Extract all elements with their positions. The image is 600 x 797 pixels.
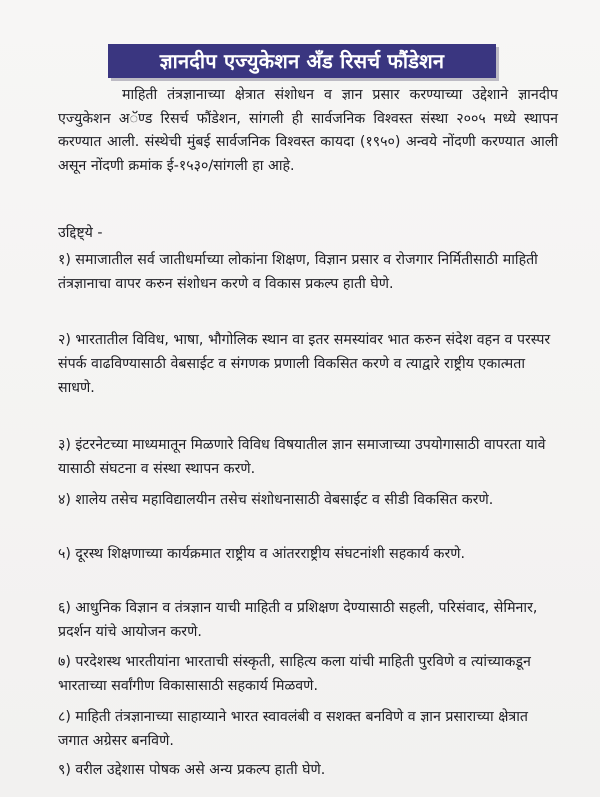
objective-item-9: ९) वरील उद्देशास पोषक असे अन्य प्रकल्प हाती घेणे. (58, 762, 326, 778)
objective-item-3: ३) इंटरनेटच्या माध्यमातून मिळणारे विविध विषयातील ज्ञान समाजाच्या उपयोगासाठी वापरता यावे यासाठी संघटना व संस्था स्थापन करणे. (58, 437, 546, 477)
objective-item-4: ४) शालेय तसेच महाविद्यालयीन तसेच संशोधनासाठी वेबसाईट व सीडी विकसित करणे. (58, 492, 494, 508)
intro-paragraph: माहिती तंत्रज्ञानाच्या क्षेत्रात संशोधन व ज्ञान प्रसार करण्याच्या उद्देशाने ज्ञानदीप एज्युकेशन अॅण्ड रिसर्च फौंडेशन, सांगली ही सार्वजनिक विश्वस्त संस्था २००५ मध्ये स्थापन करण्यात आली. संस्थेची मुंबई सार्वजनिक विश्वस्त कायदा (१९५०) अन्वये नोंदणी करण्यात आली असून नोंदणी क्रमांक ई-१५३०/सांगली हा आहे. (58, 87, 558, 174)
objective-item-8: ८) माहिती तंत्रज्ञानाच्या साहाय्याने भारत स्वावलंबी व सशक्त बनविणे व ज्ञान प्रसाराच्या क्षेत्रात जगात अग्रेसर बनविणे. (58, 709, 528, 749)
objective-item-5: ५) दूरस्थ शिक्षणाच्या कार्यक्रमात राष्ट्रीय व आंतरराष्ट्रीय संघटनांशी सहकार्य करणे. (58, 546, 466, 562)
objectives-heading: उद्दिष्ट्ये - (58, 225, 103, 241)
objective-item-2: २) भारतातील विविध, भाषा, भौगोलिक स्थान वा इतर समस्यांवर भात करुन संदेश वहन व परस्पर संपर्क वाढविण्यासाठी वेबसाईट व संगणक प्रणाली विकसित करणे व त्याद्वारे राष्ट्रीय एकात्मता साधणे. (58, 332, 551, 396)
objective-item-7: ७) परदेशस्थ भारतीयांना भारताची संस्कृती, साहित्य कला यांची माहिती पुरविणे व त्यांच्याकडून भारताच्या सर्वांगीण विकासासाठी सहकार्य मिळवणे. (58, 654, 531, 694)
objective-item-6: ६) आधुनिक विज्ञान व तंत्रज्ञान याची माहिती व प्रशिक्षण देण्यासाठी सहली, परिसंवाद, सेमिनार, प्रदर्शन यांचे आयोजन करणे. (58, 600, 538, 640)
objective-item-1: १) समाजातील सर्व जातीधर्माच्या लोकांना शिक्षण, विज्ञान प्रसार व रोजगार निर्मितीसाठी माहिती तंत्रज्ञानाचा वापर करुन संशोधन करणे व विकास प्रकल्प हाती घेणे. (58, 252, 538, 292)
title-banner: ज्ञानदीप एज्युकेशन अँड रिसर्च फौंडेशन (108, 44, 496, 78)
